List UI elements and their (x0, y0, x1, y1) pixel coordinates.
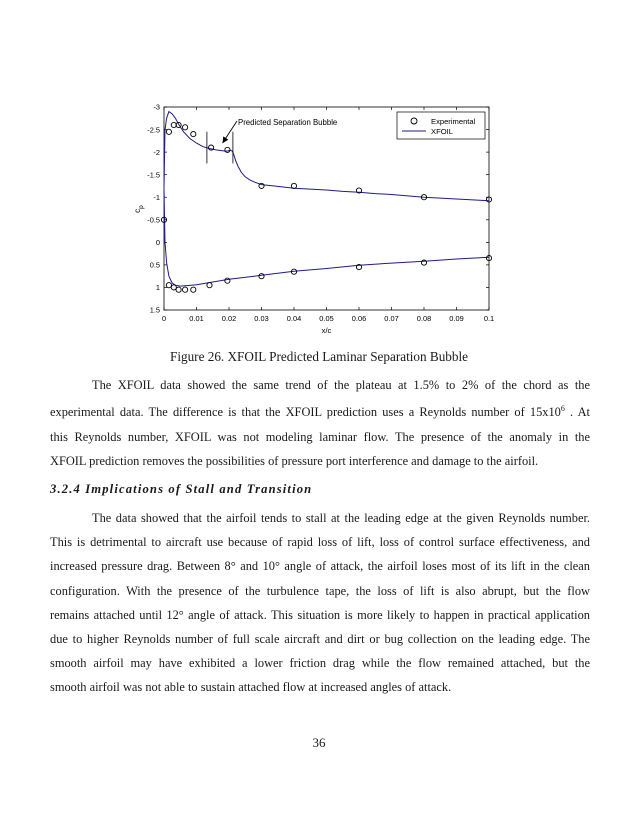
x-tick-label: 0.1 (483, 314, 495, 323)
experimental-point (207, 283, 212, 288)
y-tick-label: 0.5 (149, 260, 160, 270)
para2-line-6: due to higher Reynolds number of full scale aircraft and dirt or bug collection on the leading edge. The (50, 632, 590, 647)
experimental-point (166, 283, 171, 288)
x-tick-label: 0.08 (416, 314, 432, 323)
x-tick-label: 0.06 (351, 314, 367, 323)
experimental-point (176, 287, 181, 292)
para2-line-4: configuration. With the presence of the turbulence tape, the loss of lift is also abrupt, but the flow (50, 583, 590, 598)
xfoil-line-lower (164, 188, 489, 286)
page-number: 36 (312, 735, 326, 750)
experimental-point (259, 274, 264, 279)
experimental-point (209, 145, 214, 150)
x-tick-label: 0.03 (254, 314, 269, 323)
para1-line-2: experimental data. The difference is that the XFOIL prediction uses a Reynolds number of $15x10^6$ . At (50, 404, 591, 420)
experimental-series (161, 122, 491, 292)
annotation-marks (207, 121, 237, 163)
para2-line-3: increased pressure drag. Between 8° and 10° angle of attack, the airfoil loses most of its lift in the clean (50, 559, 590, 574)
x-tick-label: 0 (161, 314, 167, 323)
section-heading: 3.2.4 Implications of Stall and Transition (50, 482, 313, 496)
x-tick-label: 0.01 (189, 314, 204, 323)
x-axis-ticks (162, 107, 494, 323)
para2-line-7: smooth airfoil may have exhibited a lower friction drag while the flow remained attached, but the (50, 656, 590, 671)
legend-label-xfoil: XFOIL (431, 127, 453, 136)
figure-caption: Figure 26. XFOIL Predicted Laminar Separation Bubble (170, 349, 468, 364)
para2-line-5: remains attached until 12° angle of attack. This situation is more likely to happen in practical application (50, 607, 590, 622)
y-tick-label: -0.5 (147, 215, 160, 225)
para2-line-8: smooth airfoil was not able to sustain attached flow at increased angles of attack. (50, 680, 452, 695)
x-tick-label: 0.04 (286, 314, 302, 323)
x-axis-label: x/c (321, 326, 332, 335)
y-tick-label: 1.5 (149, 305, 160, 315)
y-tick-label: -3 (153, 102, 160, 112)
para2-line-2: This is detrimental to aircraft use because of rapid loss of lift, loss of control surface effectiveness, and (50, 535, 590, 550)
annotation-arrowhead-icon (223, 136, 229, 143)
annotation-label: Predicted Separation Bubble (238, 118, 338, 127)
y-tick-label: 0 (155, 238, 160, 248)
para1-line-1: The XFOIL data showed the same trend of the plateau at 1.5% to 2% of the chord as the (92, 378, 590, 392)
x-tick-label: 0.07 (384, 314, 399, 323)
experimental-point (421, 260, 426, 265)
experimental-point (225, 278, 230, 283)
x-tick-label: 0.05 (319, 314, 334, 323)
experimental-point (225, 147, 230, 152)
x-tick-label: 0.02 (221, 314, 237, 323)
y-tick-label: -1 (153, 192, 160, 202)
y-tick-label: -2 (153, 147, 160, 157)
y-axis-label-subscript: p (138, 205, 145, 209)
y-axis-label: $c_p$ (133, 205, 145, 213)
para2-line-1: The data showed that the airfoil tends to stall at the leading edge at the given Reynolds number. (92, 511, 590, 525)
legend-label-experimental: Experimental (431, 117, 476, 126)
experimental-point (183, 125, 188, 130)
para1-superscript: 6 (560, 404, 565, 414)
paragraph-stall-transition (50, 506, 590, 700)
para1-line-3: this Reynolds number, XFOIL was not modeling laminar flow. The presence of the anomaly in the (50, 429, 590, 444)
paragraph-xfoil-comparison (50, 373, 590, 473)
x-tick-label: 0.09 (449, 314, 464, 323)
experimental-point (191, 287, 196, 292)
experimental-point (166, 129, 171, 134)
y-tick-label: -2.5 (147, 125, 160, 135)
y-tick-label: 1 (155, 283, 160, 293)
y-tick-label: -1.5 (147, 170, 160, 180)
cp-chart (0, 0, 638, 340)
experimental-point (191, 132, 196, 137)
experimental-point (183, 287, 188, 292)
para1-line-4: XFOIL prediction removes the possibilities of pressure port interference and damage to the airfoil. (50, 453, 539, 468)
legend (397, 112, 485, 139)
